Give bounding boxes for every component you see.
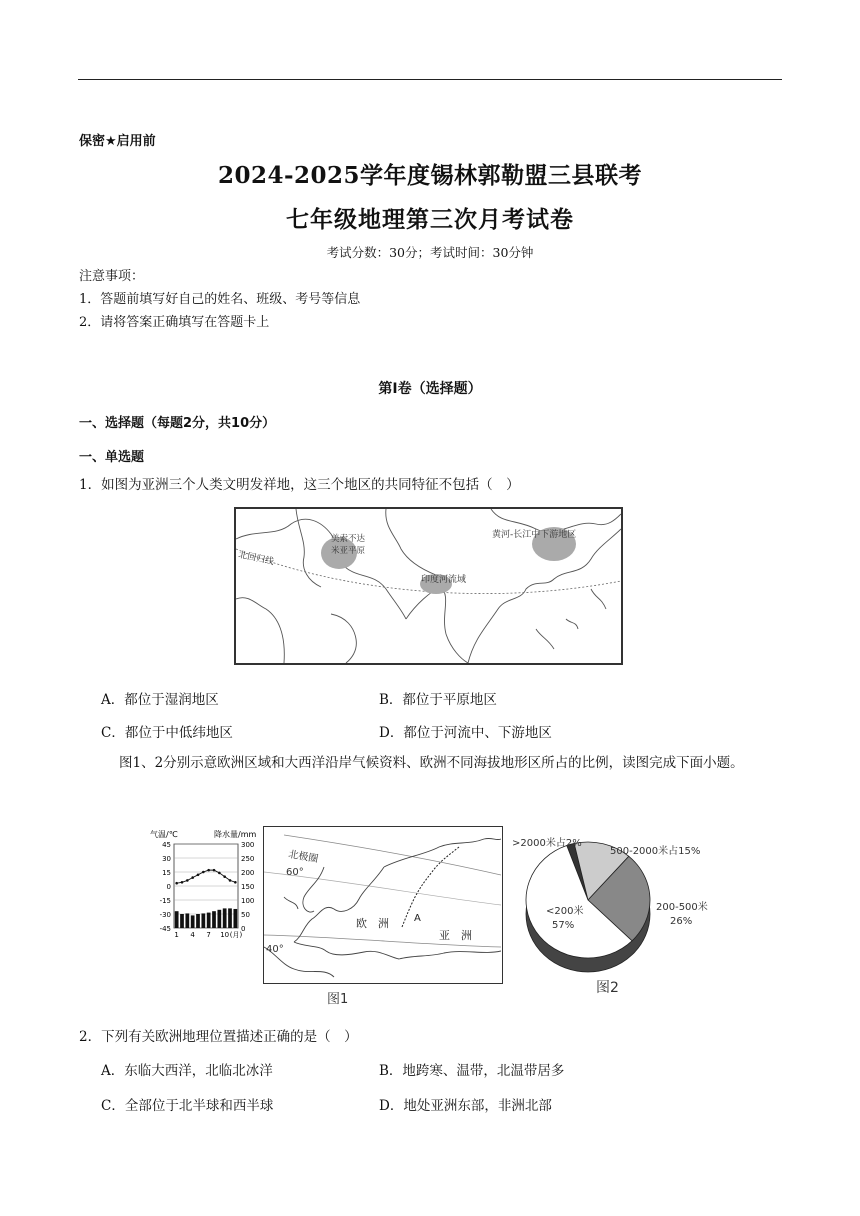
q1-option-a[interactable]: A．都位于湿润地区 bbox=[101, 692, 219, 708]
precip-bar bbox=[233, 909, 237, 928]
temp-tick: 15 bbox=[162, 869, 171, 877]
slice-label-lt200b: 57% bbox=[552, 920, 575, 931]
q2-stem: 2．下列有关欧洲地理位置描述正确的是（ ） bbox=[79, 1029, 358, 1045]
slice-label-200a: 200-500米 bbox=[656, 902, 708, 913]
precip-tick: 100 bbox=[241, 897, 255, 905]
yellow-label: 黄河-长江中下游地区 bbox=[492, 530, 577, 540]
q1-map bbox=[234, 507, 623, 665]
temp-axis-label: 气温/℃ bbox=[150, 830, 178, 839]
exam-title-line1: 2024-2025学年度锡林郭勒盟三县联考 bbox=[217, 162, 643, 189]
precip-bar bbox=[212, 911, 216, 928]
exam-title-line2: 七年级地理第三次月考试卷 bbox=[286, 206, 574, 233]
q1-stem: 1．如图为亚洲三个人类文明发祥地，这三个地区的共同特征不包括（ ） bbox=[79, 477, 520, 493]
temp-tick: -30 bbox=[159, 911, 171, 919]
slice-label-2000: >2000米占2% bbox=[512, 838, 582, 849]
precip-bar bbox=[191, 915, 195, 928]
q2-option-c[interactable]: C．全部位于北半球和西半球 bbox=[101, 1098, 274, 1114]
precip-bar bbox=[228, 908, 232, 928]
temp-point bbox=[223, 875, 226, 878]
precip-bar bbox=[217, 910, 221, 928]
temp-point bbox=[234, 881, 237, 884]
europe-map-svg bbox=[264, 827, 501, 982]
tropic-label: 北回归线 bbox=[237, 550, 275, 568]
fig1-caption: 图1 bbox=[327, 992, 349, 1007]
month-tick: 7 bbox=[206, 931, 211, 939]
precip-tick: 0 bbox=[241, 925, 246, 933]
precip-tick: 50 bbox=[241, 911, 250, 919]
europe-map bbox=[263, 826, 503, 984]
slice-label-500: 500-2000米占15% bbox=[610, 846, 701, 857]
precip-bar bbox=[175, 911, 179, 928]
precip-tick: 150 bbox=[241, 883, 255, 891]
temp-point bbox=[191, 876, 194, 879]
note-item-2: 2．请将答案正确填写在答题卡上 bbox=[79, 315, 270, 330]
fig2-caption: 图2 bbox=[596, 980, 619, 996]
europe-asia-boundary bbox=[402, 847, 459, 927]
q2-option-d[interactable]: D．地处亚洲东部，非洲北部 bbox=[379, 1098, 552, 1114]
temp-point bbox=[207, 869, 210, 872]
indus-label: 印度河流域 bbox=[421, 575, 467, 585]
precip-bar bbox=[207, 913, 211, 928]
precip-bar bbox=[201, 913, 205, 928]
q1-option-d[interactable]: D．都位于河流中、下游地区 bbox=[379, 725, 552, 741]
arctic-label: 北极圈 bbox=[287, 849, 319, 866]
exam-meta: 考试分数：30分；考试时间：30分钟 bbox=[326, 245, 534, 260]
slice-label-200b: 26% bbox=[670, 916, 693, 927]
temp-point bbox=[175, 882, 178, 885]
altitude-pie-chart bbox=[508, 828, 738, 998]
q1-map-svg bbox=[236, 509, 621, 663]
precip-bar bbox=[185, 913, 189, 928]
precip-bar bbox=[223, 908, 227, 928]
climate-chart bbox=[150, 828, 268, 946]
sub-title: 一、单选题 bbox=[79, 450, 145, 465]
notes-heading: 注意事项： bbox=[79, 269, 145, 284]
temp-tick: -45 bbox=[159, 925, 171, 933]
meso-label-1: 美索不达 bbox=[331, 534, 366, 544]
temp-tick: 45 bbox=[162, 841, 171, 849]
precip-bar bbox=[196, 914, 200, 928]
month-tick: 4 bbox=[190, 931, 195, 939]
month-tick: 1 bbox=[174, 931, 179, 939]
q2-option-a[interactable]: A．东临大西洋，北临北冰洋 bbox=[101, 1063, 273, 1079]
precip-bar bbox=[180, 914, 184, 928]
note-item-1: 1．答题前填写好自己的姓名、班级、考号等信息 bbox=[79, 292, 361, 307]
precip-tick: 250 bbox=[241, 855, 255, 863]
temp-tick: -15 bbox=[159, 897, 171, 905]
meso-label-2: 米亚平原 bbox=[331, 546, 366, 556]
temp-point bbox=[229, 879, 232, 882]
temp-point bbox=[213, 869, 216, 872]
temp-tick: 0 bbox=[166, 883, 171, 891]
lat60-label: 60° bbox=[286, 867, 304, 878]
lat40-label: 40° bbox=[266, 944, 284, 955]
temp-point bbox=[197, 874, 200, 877]
q1-option-c[interactable]: C．都位于中低纬地区 bbox=[101, 725, 233, 741]
part-title: 一、选择题（每题2分，共10分） bbox=[79, 416, 276, 431]
intro-paragraph: 图1、2分别示意欧洲区域和大西洋沿岸气候资料、欧洲不同海拔地形区所占的比例，读图完成下面小题。 bbox=[119, 755, 744, 771]
temp-point bbox=[181, 881, 184, 884]
month-tick: (月) bbox=[229, 931, 243, 939]
precip-tick: 300 bbox=[241, 841, 255, 849]
secret-label: 保密★启用前 bbox=[79, 134, 156, 149]
slice-label-lt200a: <200米 bbox=[546, 906, 584, 917]
header-rule bbox=[78, 79, 782, 80]
q2-option-b[interactable]: B．地跨寒、温带，北温带居多 bbox=[379, 1063, 565, 1079]
temp-point bbox=[202, 871, 205, 874]
volume-title: 第Ⅰ卷（选择题） bbox=[378, 381, 482, 397]
europe-label: 欧 洲 bbox=[356, 917, 389, 930]
asia-label: 亚 洲 bbox=[439, 929, 472, 942]
temp-point bbox=[218, 872, 221, 875]
temp-point bbox=[186, 879, 189, 882]
temp-tick: 30 bbox=[162, 855, 171, 863]
month-tick: 10 bbox=[220, 931, 230, 939]
point-a-label: A bbox=[414, 913, 421, 924]
precip-axis-label: 降水量/mm bbox=[214, 830, 257, 839]
q1-option-b[interactable]: B．都位于平原地区 bbox=[379, 692, 497, 708]
precip-tick: 200 bbox=[241, 869, 255, 877]
